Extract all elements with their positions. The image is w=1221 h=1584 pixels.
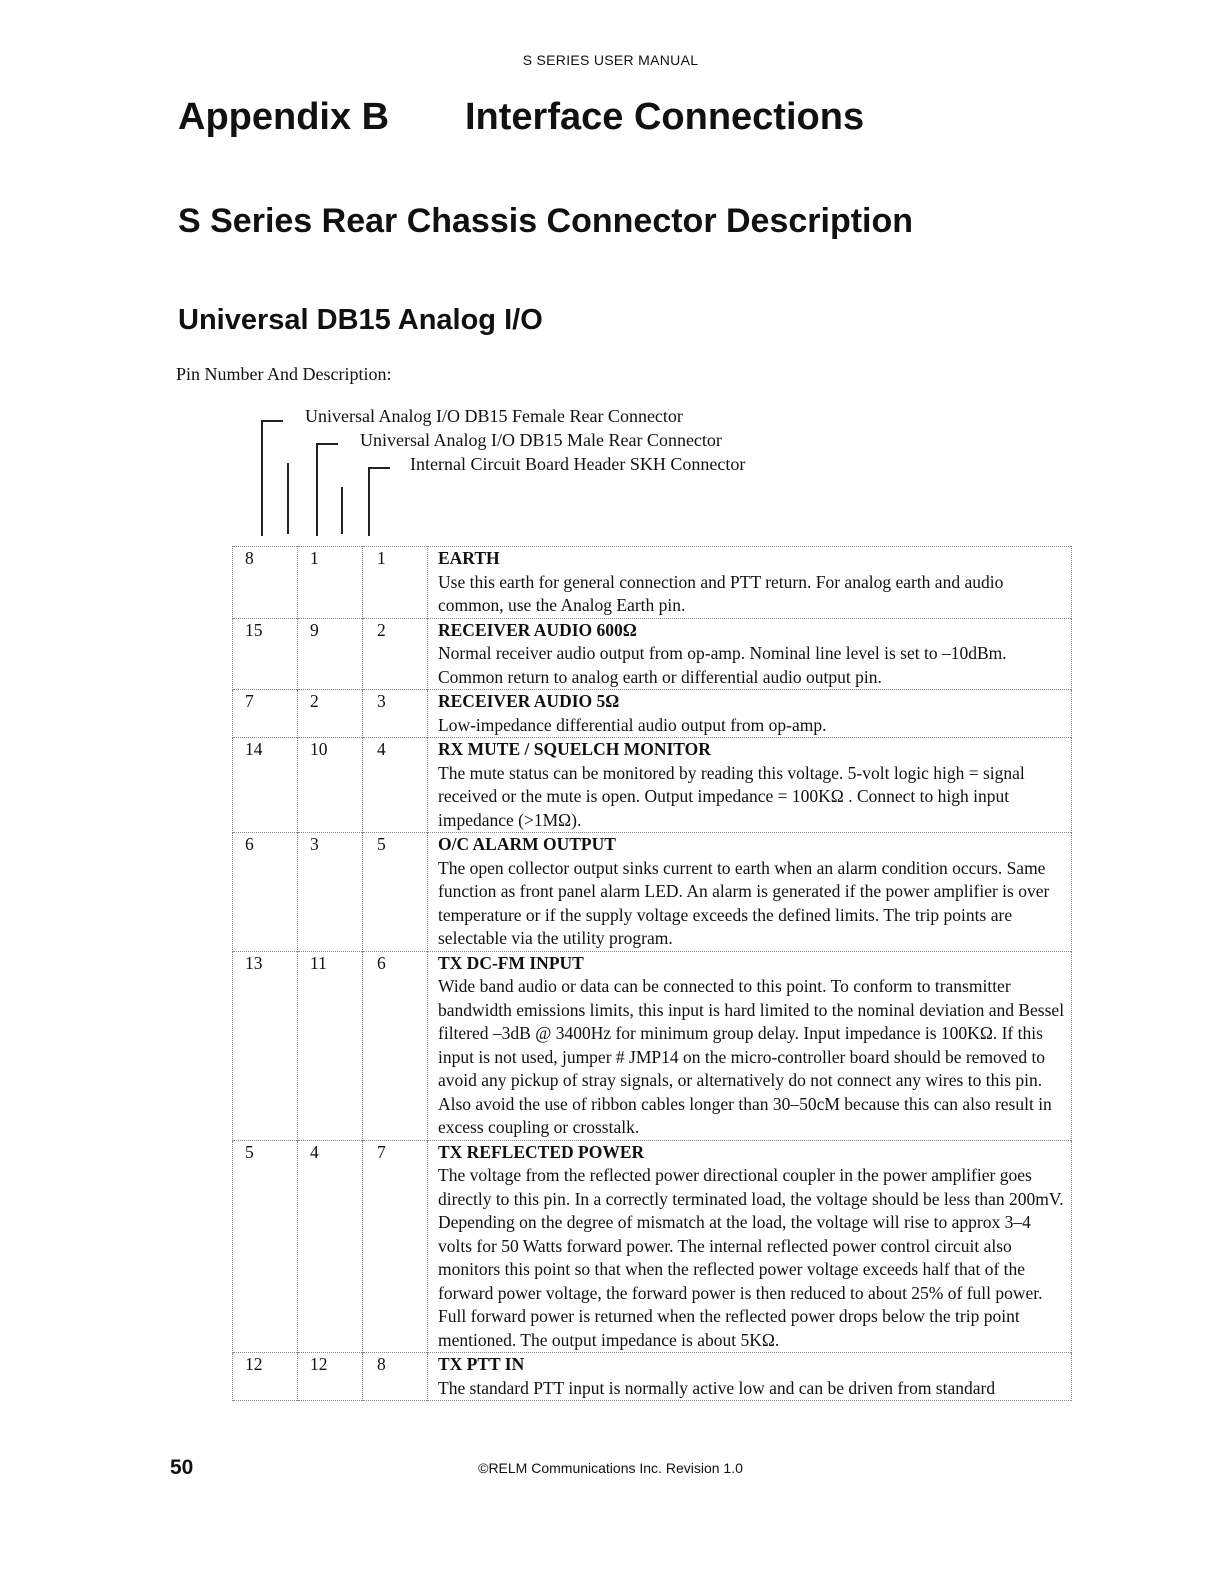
pin-description-cell xyxy=(428,738,1072,833)
header-pin: 1 xyxy=(363,547,428,619)
female-pin: 12 xyxy=(233,1353,298,1401)
header-pin: 3 xyxy=(363,690,428,738)
header-pin: 6 xyxy=(363,951,428,1140)
male-pin: 12 xyxy=(298,1353,363,1401)
male-pin: 1 xyxy=(298,547,363,619)
female-pin: 6 xyxy=(233,833,298,952)
header-pin: 7 xyxy=(363,1140,428,1353)
female-pin: 15 xyxy=(233,618,298,690)
legend-bracket-male xyxy=(316,443,338,536)
pin-description-cell xyxy=(428,690,1072,738)
signal-name: RECEIVER AUDIO 600Ω xyxy=(438,619,637,640)
signal-name: RX MUTE / SQUELCH MONITOR xyxy=(438,739,711,759)
signal-name: RECEIVER AUDIO 5Ω xyxy=(438,691,620,711)
signal-name: O/C ALARM OUTPUT xyxy=(438,834,616,854)
table-row xyxy=(233,1140,1072,1353)
signal-name: TX REFLECTED POWER xyxy=(438,1141,645,1162)
male-pin: 9 xyxy=(298,618,363,690)
legend-header-connector: Internal Circuit Board Header SKH Connector xyxy=(410,454,746,474)
female-pin: 13 xyxy=(233,951,298,1140)
table-row xyxy=(233,618,1072,690)
legend-bracket-female xyxy=(261,420,283,536)
pin-description-cell xyxy=(428,1140,1072,1353)
intro-text: Pin Number And Description: xyxy=(176,364,392,384)
male-pin: 10 xyxy=(298,738,363,833)
female-pin: 8 xyxy=(233,547,298,619)
appendix-title xyxy=(178,96,864,139)
male-pin: 4 xyxy=(298,1140,363,1353)
male-pin: 11 xyxy=(298,951,363,1140)
pin-description-cell xyxy=(428,1353,1072,1401)
section-title: S Series Rear Chassis Connector Description xyxy=(178,202,914,240)
table-row xyxy=(233,690,1072,738)
signal-name: TX PTT IN xyxy=(438,1354,525,1374)
legend-tick-female xyxy=(287,463,289,534)
header-pin: 2 xyxy=(363,618,428,690)
pin-description-cell xyxy=(428,833,1072,952)
table-row xyxy=(233,547,1072,619)
running-header: S SERIES USER MANUAL xyxy=(522,52,699,68)
header-pin: 8 xyxy=(363,1353,428,1401)
header-pin: 4 xyxy=(363,738,428,833)
signal-description: The mute status can be monitored by reading this voltage. 5-volt logic high = signal received or the mute is open. Output impedance = 100KΩ . Connect to high input impedance (>1MΩ). xyxy=(438,762,1025,830)
pin-description-cell xyxy=(428,618,1072,690)
table-row xyxy=(233,738,1072,833)
signal-description: Use this earth for general connection and PTT return. For analog earth and audio common, use the Analog Earth pin. xyxy=(438,571,1004,615)
table-row xyxy=(233,951,1072,1140)
legend-tick-male xyxy=(341,487,343,534)
female-pin: 7 xyxy=(233,690,298,738)
male-pin: 3 xyxy=(298,833,363,952)
legend-male-connector: Universal Analog I/O DB15 Male Rear Connector xyxy=(360,430,722,450)
page-number: 50 xyxy=(170,1456,194,1479)
signal-description: Low-impedance differential audio output from op-amp. xyxy=(438,714,827,735)
signal-name: EARTH xyxy=(438,548,500,568)
signal-description: Normal receiver audio output from op-amp. Nominal line level is set to –10dBm. Common return to analog earth or differential audio output pin. xyxy=(438,643,1007,687)
signal-description: The standard PTT input is normally active low and can be driven from standard xyxy=(438,1377,996,1398)
pin-description-cell xyxy=(428,547,1072,619)
legend-female-connector: Universal Analog I/O DB15 Female Rear Connector xyxy=(305,406,683,426)
table-row xyxy=(233,833,1072,952)
legend-bracket-header xyxy=(368,467,390,536)
male-pin: 2 xyxy=(298,690,363,738)
pin-description-cell xyxy=(428,951,1072,1140)
appendix-label: Appendix B xyxy=(178,96,390,138)
pin-table xyxy=(232,546,1072,1401)
signal-description: Wide band audio or data can be connected to this point. To conform to transmitter bandwidth emissions limits, this input is hard limited to the nominal deviation and Bessel filtered –3dB @ 3400Hz for minimum group delay. Input impedance is 100KΩ. If this input is not used, jumper # JMP14 on the micro-controller board should be removed to avoid any pickup of stray signals, or alternatively do not connect any wires to this pin. Also avoid the use of ribbon cables longer than 30–50cM because this can also result in excess coupling or crosstalk. xyxy=(438,976,1065,1137)
footer-copyright: ©RELM Communications Inc. Revision 1.0 xyxy=(478,1460,743,1476)
header-pin: 5 xyxy=(363,833,428,952)
table-row xyxy=(233,1353,1072,1401)
female-pin: 14 xyxy=(233,738,298,833)
subsection-title: Universal DB15 Analog I/O xyxy=(178,304,543,336)
female-pin: 5 xyxy=(233,1140,298,1353)
appendix-heading: Interface Connections xyxy=(465,96,865,138)
signal-name: TX DC-FM INPUT xyxy=(438,952,584,973)
signal-description: The voltage from the reflected power directional coupler in the power amplifier goes directly to this pin. In a correctly terminated load, the voltage should be less than 200mV. Depending on the degree of mismatch at the load, the voltage will rise to approx 3–4 volts for 50 Watts forward power. The internal reflected power control circuit also monitors this point so that when the reflected power voltage exceeds half that of the forward power voltage, the forward power is then reduced to about 25% of full power. Full forward power is returned when the reflected power drops below the trip point mentioned. The output impedance is about 5KΩ. xyxy=(438,1165,1064,1350)
signal-description: The open collector output sinks current to earth when an alarm condition occurs. Same function as front panel alarm LED. An alarm is generated if the power amplifier is over temperature or if the supply voltage exceeds the defined limits. The trip points are selectable via the utility program. xyxy=(438,857,1050,948)
